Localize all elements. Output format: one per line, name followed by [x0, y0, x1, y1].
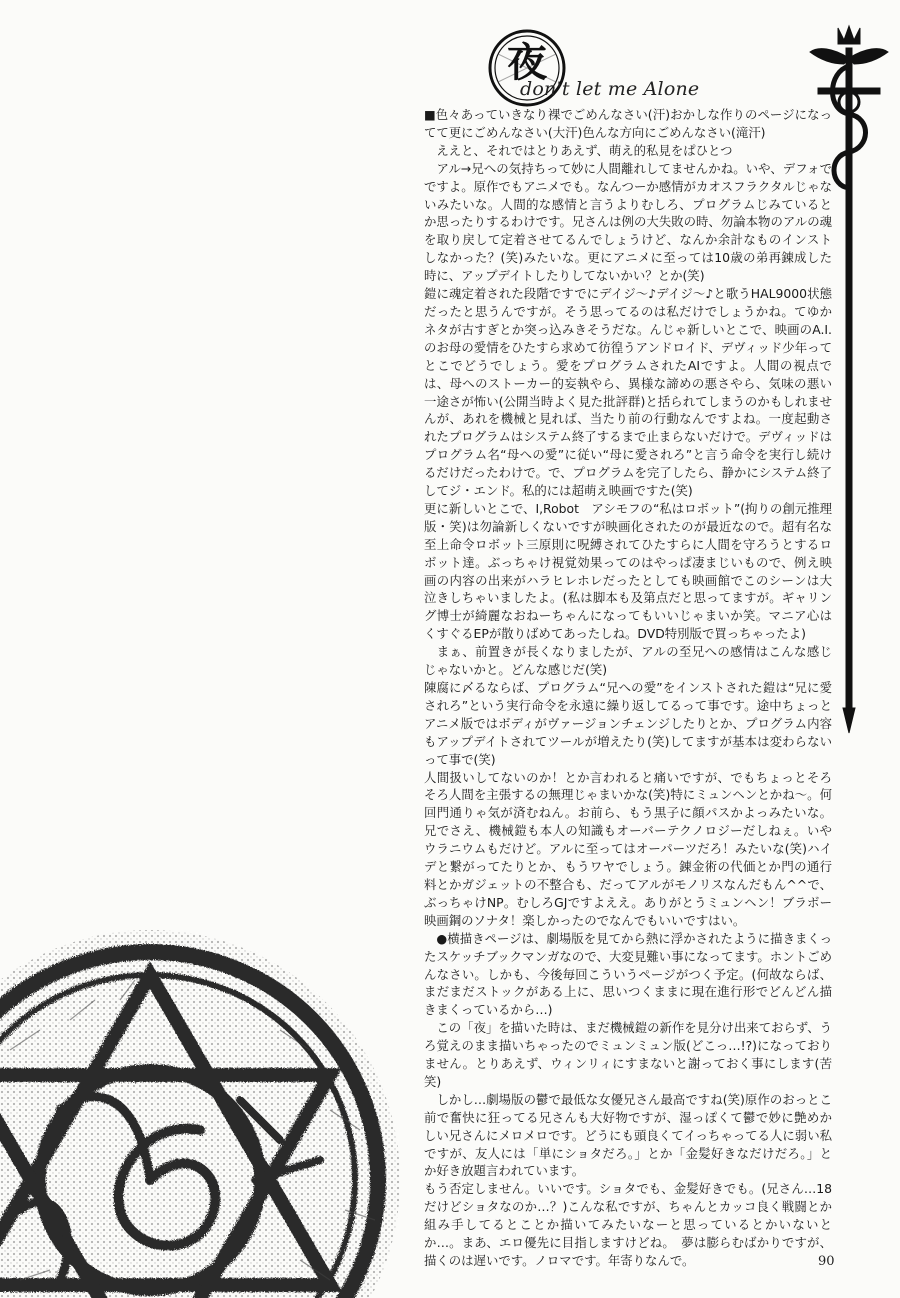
paragraph-3: アル→兄への気持ちって妙に人間離れしてませんかね。いや、デフォでですよ。原作でもアニメでも。なんつーか感情がカオスフラクタルじゃないみたいな。人間的な感情と言うよりむしろ、プログラムじみているとか思ったりするわけです。兄さんは例の大失敗の時、勿論本物のアルの魂を取り戻して定着させてるんでしょうけど、なんか余計なものインストしなかった？(笑)みたいな。更にアニメに至っては10歳の弟再錬成した時に、アップデイトしたりしてないかい？とか(笑)	[424, 160, 832, 284]
paragraph-7: 陳腐に〆るならば、プログラム“兄への愛”をインストされた鎧は“兄に愛されろ”という実行命令を永遠に繰り返してるって事です。途中ちょっとアニメ版ではボディがヴァージョンチェンジしたりとか、プログラム内容もアップデイトされてツールが増えたり(笑)してますが基本は変わらないって事で(笑)	[424, 680, 832, 767]
paragraph-5: 更に新しいとこで、I,Robot アシモフの“私はロボット”(拘りの創元推理版・笑)は勿論新しくないですが映画化されたのが最近なので。超有名な至上命令ロボット三原則に呪縛されてひたすらに人間を守ろうとするロボット達。ぶっちゃけ視覚効果ってのはやっぱ凄まじいもので、例え映画の内容の出来がハラヒレホレだったとしても映画館でこのシーンは大泣きしちゃいましたよ。(私は脚本も及第点だと思ってますが。ギャリング博士が綺麗なおねーちゃんになってもいいじゃまいか笑。マニア心はくすぐるEPが散りばめてあったしね。DVD特別版で買っちゃったよ)	[424, 500, 832, 642]
paragraph-10: この「夜」を描いた時は、まだ機械鎧の新作を見分け出来ておらず、うろ覚えのまま描いちゃったのでミュンミュン版(どこっ…!?)になっておりません。とりあえず、ウィンリィにすまないと謝っておく事にします(苦笑)	[424, 1020, 832, 1089]
paragraph-9: ●横描きページは、劇場版を見てから熱に浮かされたように描きまくったスケッチブックマンガなので、大変見難い事になってます。ホントごめんなさい。しかも、今後毎回こういうページがつく予定。(何故ならば、まだまだストックがある上に、思いつくままに現在進行形でどんどん描きまくっているから…)	[424, 930, 832, 1018]
paragraph-11: しかし…劇場版の鬱で最低な女優兄さん最高ですね(笑)原作のおっとこ前で奮快に狂ってる兄さんも大好物ですが、湿っぽくて鬱で妙に艶めかしい兄さんにメロメロです。どうにも頭良くてイっちゃってる人に弱い私ですが、友人には「単にショタだろ。」とか「金髪好きなだけだろ。」とか好き放題言われています。	[424, 1091, 832, 1179]
paragraph-6: まぁ、前置きが長くなりましたが、アルの至兄への感情はこんな感じじゃないかと。どんな感じだ(笑)	[424, 644, 832, 678]
transmutation-circle-icon	[0, 880, 400, 1298]
paragraph-2: ええと、それではとりあえず、萌え的私見をぱひとつ	[424, 142, 733, 158]
logo-kanji: 夜	[507, 39, 547, 86]
paragraph-4: 鎧に魂定着された段階ですでにデイジ～♪デイジ～♪と歌うHAL9000状態だったと思うんですが。そう思ってるのは私だけでしょうかね。てゆかネタが古すぎとか突っ込みきそうだな。んじゃ新しいとこで、映画のA.I.のお母の愛情をひたすら求めて彷徨うアンドロイド、デヴィッド少年ってとこでどうでしょう。愛をプログラムされたAIですよ。人間の視点では、母へのストーカー的妄執やら、異様な諦めの悪さやら、気味の悪い一途さが怖い(公開当時よく見た批評群)と括られてしまうのかもしれませんが、あれを機械と見れば、当たり前の行動なんですよね。一度起動されたプログラムはシステム終了するまで止まらないだけで。デヴィッドはプログラム名“母への愛”に従い“母に愛されろ”と言う命令を実行し続けるだけだったわけで。で、プログラムを完了したら、静かにシステム終了してジ・エンド。私的には超萌え映画ですた(笑)	[424, 286, 832, 499]
article-body	[424, 106, 832, 1270]
page-number: 90	[818, 1254, 835, 1269]
paragraph-1: ■色々あっていきなり裸でごめんなさい(汗)おかしな作りのページになってて更にごめんなさい(大汗)色んな方向にごめんなさい(滝汗)	[424, 107, 832, 140]
paragraph-8: 人間扱いしてないのか！とか言われると痛いですが、でもちょっとそろそろ人間を主張するの無理じゃまいかな(笑)特にミュンヘンとかね～。何回門通りゃ気が済むねん。お前ら、もう黒子に顔パスかよっみたいな。兄でさえ、機械鎧も本人の知識もオーバーテクノロジーだしねぇ。いやウラニウムもだけど。アルに至ってはオーパーツだろ！みたいな(笑)ハイデと繋がってたりとか、もうワヤでしょう。錬金術の代価とか門の通行料とかガジェットの不整合も、だってアルがモノリスなんだもん^^で、ぶっちゃけNP。むしろGJですよええ。ありがとうミュンヘン！ブラボー映画鋼のソナタ！楽しかったのでなんでもいいですはい。	[424, 769, 832, 928]
logo-title: don't let me Alone	[520, 78, 700, 100]
paragraph-12: もう否定しません。いいです。ショタでも、金髪好きでも。(兄さん…18だけどショタなのか…？)こんな私ですが、ちゃんとカッコ良く戦闘とか組み手してるとことか描いてみたいなーと思っているとかいないとか…。まあ、エロ優先に目指しますけどね。 夢は膨らむばかりですが、描くのは遅いです。ノロマです。年寄りなんで。	[424, 1181, 832, 1268]
